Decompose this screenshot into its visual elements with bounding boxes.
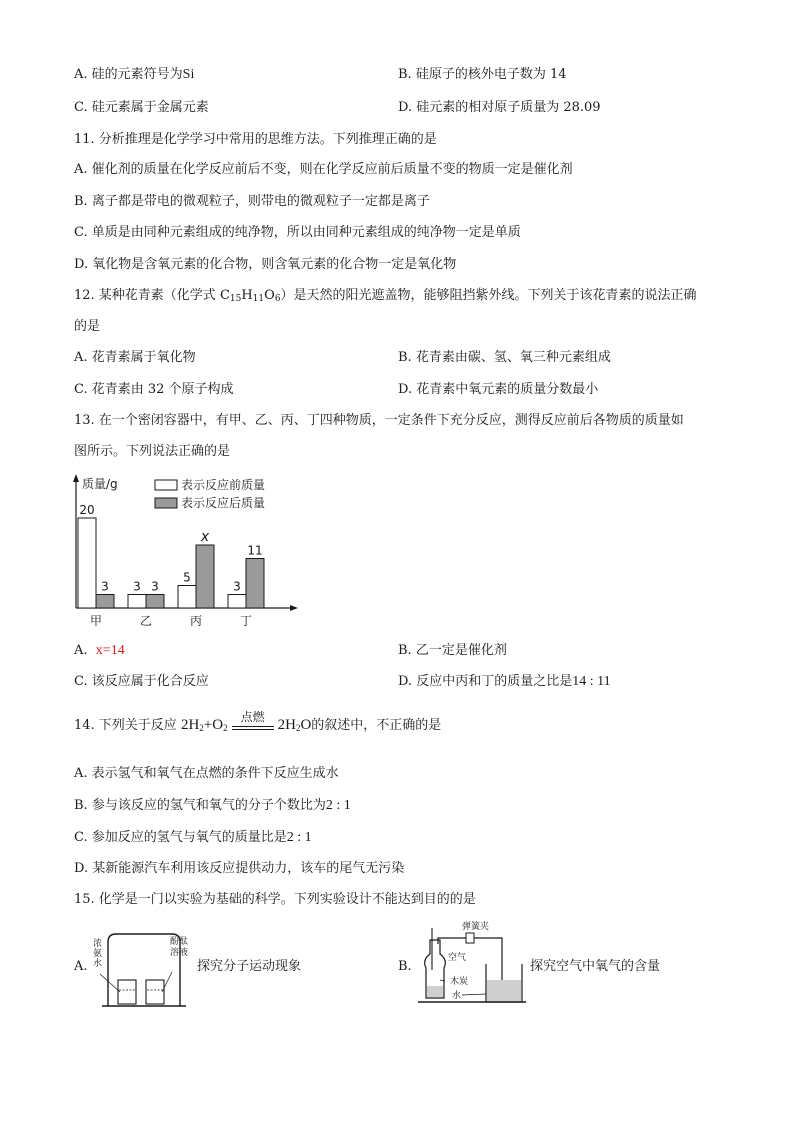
q10-option-b: B. 硅原子的核外电子数为 14: [398, 67, 567, 82]
y-axis-label: 质量/g: [82, 477, 118, 491]
eq-sub3: 2: [295, 723, 301, 733]
bar-before-0: [78, 518, 96, 608]
category-label-1: 乙: [139, 614, 153, 628]
data-label-after-2: x: [200, 529, 210, 545]
q13-option-a-label: A.: [74, 643, 88, 658]
label-water: 水: [452, 991, 462, 1001]
q13-option-c: C. 该反应属于化合反应: [74, 674, 209, 689]
data-label-before-2: 5: [183, 570, 191, 585]
eq-sub1: 2: [199, 723, 204, 733]
right-beaker: [146, 980, 164, 1004]
data-label-before-1: 3: [133, 579, 141, 594]
q10-option-a: [74, 66, 194, 84]
left-beaker: [118, 980, 136, 1004]
data-label-after-0: 3: [101, 579, 109, 594]
q12-h: H: [241, 288, 253, 303]
eq-plus-o: +O: [203, 717, 224, 733]
q10-option-c: C. 硅元素属于金属元素: [74, 100, 209, 115]
reaction-equation: [180, 709, 312, 733]
q14-option-d: D. 某新能源汽车利用该反应提供动力，该车的尾气无污染: [74, 861, 405, 876]
q13-option-a-text: x=14: [95, 643, 125, 658]
q15-stem: 15. 化学是一门以实验为基础的科学。下列实验设计不能达到目的的是: [74, 892, 476, 907]
q10-option-d: D. 硅元素的相对原子质量为 28.09: [398, 100, 601, 115]
q14-option-b-text: B. 参与该反应的氢气和氧气的分子个数比为: [74, 798, 326, 813]
eq-2h-product: 2H: [277, 717, 296, 733]
data-label-after-1: 3: [151, 579, 159, 594]
q13-option-d-ratio: 14 : 11: [572, 674, 611, 689]
bar-before-1: [128, 595, 146, 609]
bar-after-3: [246, 559, 264, 609]
q12-option-c: C. 花青素由 32 个原子构成: [74, 382, 234, 397]
legend-label-before: 表示反应前质量: [181, 478, 266, 492]
q13-option-d: [398, 673, 611, 691]
y-axis-arrow: [73, 474, 79, 482]
q12-stem-pre: 12. 某种花青素（化学式 C: [74, 288, 230, 303]
q14-option-c-ratio: 2 : 1: [286, 830, 312, 845]
bar-after-0: [96, 595, 114, 609]
legend-swatch-before: [155, 480, 177, 490]
q12-option-b: B. 花青素由碳、氢、氧三种元素组成: [398, 350, 611, 365]
label-charcoal: 木炭: [450, 977, 469, 987]
legend-label-after: 表示反应后质量: [181, 496, 266, 510]
reaction-arrow: [230, 709, 276, 735]
q11-option-a: A. 催化剂的质量在化学反应前后不变，则在化学反应前后质量不变的物质一定是催化剂: [74, 162, 573, 177]
q11-stem: 11. 分析推理是化学学习中常用的思维方法。下列推理正确的是: [74, 132, 437, 147]
legend-swatch-after: [155, 498, 177, 508]
q12-stem: [74, 287, 697, 305]
q14-stem-pre: 14. 下列关于反应: [74, 718, 177, 733]
q12-option-d: D. 花青素中氧元素的质量分数最小: [398, 382, 599, 397]
spring-clamp: [466, 933, 474, 943]
bars-group: [78, 503, 264, 628]
q11-option-c: C. 单质是由同种元素组成的纯净物，所以由同种元素组成的纯净物一定是单质: [74, 225, 521, 240]
eq-2h: 2H: [180, 717, 200, 733]
q12-o: O: [264, 288, 275, 303]
category-label-2: 丙: [189, 614, 203, 628]
label-phenolphthalein: 酚酞溶液: [170, 937, 189, 958]
q14-option-c: [74, 829, 312, 847]
data-label-after-3: 11: [247, 543, 263, 558]
data-label-before-3: 3: [233, 579, 241, 594]
bar-before-3: [228, 595, 246, 609]
q15-option-b-text: 探究空气中氧气的含量: [530, 959, 661, 974]
q12-stem-line2: 的是: [74, 319, 101, 334]
q14-stem: [74, 709, 442, 735]
q12-option-a: A. 花青素属于氧化物: [74, 350, 196, 365]
q15-option-a-text: 探究分子运动现象: [197, 959, 302, 974]
bar-after-1: [146, 595, 164, 609]
q14-stem-post: 的叙述中，不正确的是: [311, 718, 442, 733]
category-label-0: 甲: [89, 614, 103, 628]
q15-option-a-label: A.: [74, 959, 88, 974]
x-axis-arrow: [290, 605, 298, 611]
q15-option-b-label: B.: [398, 959, 412, 974]
category-label-3: 丁: [239, 614, 253, 628]
q14-option-a: A. 表示氢气和氧气在点燃的条件下反应生成水: [74, 766, 339, 781]
data-label-before-0: 20: [79, 503, 95, 517]
label-spring-clamp: 弹簧夹: [462, 922, 490, 932]
q14-option-b-ratio: 2 : 1: [325, 798, 351, 813]
q12-stem-post: ）是天然的阳光遮盖物，能够阻挡紫外线。下列关于该花青素的说法正确: [280, 288, 697, 303]
reaction-condition: 点燃: [240, 709, 265, 724]
molecular-motion-apparatus-figure: [90, 928, 200, 1010]
q13-option-a: [74, 642, 125, 660]
bar-after-2: [196, 545, 214, 608]
eq-sub2: 2: [223, 723, 228, 733]
q13-stem-line2: 图所示。下列说法正确的是: [74, 444, 231, 459]
mass-bar-chart: [60, 470, 310, 630]
q10-option-a-symbol: Si: [182, 67, 195, 82]
q11-option-d: D. 氧化物是含氧元素的化合物，则含氧元素的化合物一定是氧化物: [74, 257, 457, 272]
bar-before-2: [178, 586, 196, 609]
q12-sub-c: 15: [229, 294, 242, 304]
q13-stem-line1: 13. 在一个密闭容器中，有甲、乙、丙、丁四种物质，一定条件下充分反应，测得反应前后各物质的质量如: [74, 413, 684, 428]
q13-option-d-text: D. 反应中丙和丁的质量之比是: [398, 674, 573, 689]
q12-sub-h: 11: [252, 294, 265, 304]
oxygen-content-apparatus-figure: [412, 920, 530, 1012]
q14-option-b: [74, 797, 351, 815]
q12-sub-o: 6: [274, 294, 281, 304]
q14-option-c-text: C. 参加反应的氢气与氧气的质量比是: [74, 830, 287, 845]
label-concentrated-ammonia: 浓氨水: [93, 939, 103, 969]
q10-option-a-text: A. 硅的元素符号为: [74, 67, 183, 82]
eq-o-product: O: [300, 717, 312, 733]
label-air: 空气: [448, 953, 467, 963]
q11-option-b: B. 离子都是带电的微观粒子，则带电的微观粒子一定都是离子: [74, 194, 430, 209]
q13-option-b: B. 乙一定是催化剂: [398, 643, 507, 658]
